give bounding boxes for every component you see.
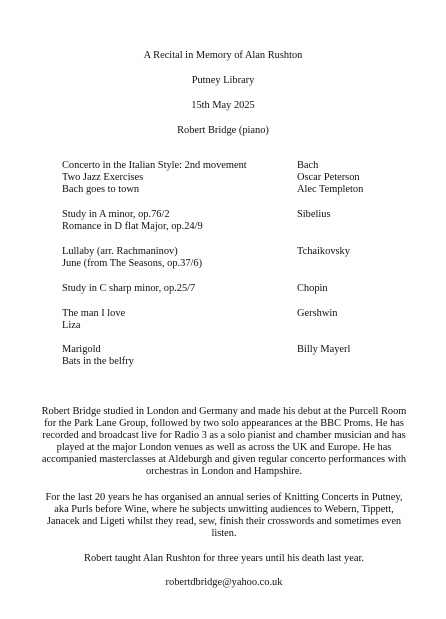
programme-row <box>62 209 402 221</box>
piece-title: Concerto in the Italian Style: 2nd movement <box>62 160 247 171</box>
programme-row <box>62 344 402 356</box>
knitting-concerts-paragraph <box>38 492 410 540</box>
programme-row <box>62 221 402 233</box>
composer-name: Sibelius <box>297 209 331 220</box>
biography-paragraph <box>38 406 410 478</box>
biography-text: Robert Bridge studied in London and Germany and made his debut at the Purcell Room for the Park Lane Group, followed by two solo appearances at the BBC Proms. He has recorded and broadcast live for Radio 3 as a solo pianist and chamber musician and has played at the major London venues as well as across the UK and Europe. He has accompanied masterclasses at Aldeburgh and given regular concerto performances with orchestras in London and Hampshire. <box>41 406 407 477</box>
piece-title: Bats in the belfry <box>62 356 134 367</box>
composer-name: Bach <box>297 160 319 171</box>
programme-group <box>62 344 402 368</box>
recital-title: A Recital in Memory of Alan Rushton <box>143 50 303 61</box>
piece-title: Two Jazz Exercises <box>62 172 144 183</box>
composer-name: Chopin <box>297 283 328 294</box>
composer-name: Billy Mayerl <box>297 344 351 355</box>
programme-row <box>62 356 402 368</box>
composer-name: Oscar Peterson <box>297 172 360 183</box>
date: 15th May 2025 <box>191 100 255 111</box>
programme-group <box>62 160 402 196</box>
programme-row <box>62 320 402 332</box>
performer: Robert Bridge (piano) <box>177 125 269 136</box>
programme-row <box>62 160 402 172</box>
programme-group <box>62 209 402 233</box>
piece-title: Romance in D flat Major, op.24/9 <box>62 221 203 232</box>
composer-name: Alec Templeton <box>297 184 364 195</box>
piece-title: Liza <box>62 320 81 331</box>
piece-title: The man I love <box>62 308 126 319</box>
contact-email[interactable] <box>38 577 410 589</box>
programme-group <box>62 283 402 295</box>
programme-row <box>62 258 402 270</box>
piece-title: Study in A minor, op.76/2 <box>62 209 170 220</box>
teaching-paragraph <box>38 553 410 565</box>
teaching-text: Robert taught Alan Rushton for three years until his death last year. <box>84 553 364 564</box>
piece-title: June (from The Seasons, op.37/6) <box>62 258 203 269</box>
piece-title: Marigold <box>62 344 101 355</box>
venue: Putney Library <box>191 75 255 86</box>
programme-row <box>62 283 402 295</box>
programme-group <box>62 308 402 332</box>
programme-group <box>62 246 402 270</box>
piece-title: Bach goes to town <box>62 184 140 195</box>
programme-row <box>62 184 402 196</box>
knitting-concerts-text: For the last 20 years he has organised an annual series of Knitting Concerts in Putney, aka Purls before Wine, where he subjects unwitting audiences to Webern, Tippett, Janacek and Ligeti whilst they read, sew, finish their crosswords and sometimes even listen. <box>45 492 403 539</box>
programme-row <box>62 246 402 258</box>
piece-title: Lullaby (arr. Rachmaninov) <box>62 246 178 257</box>
programme-row <box>62 308 402 320</box>
piece-title: Study in C sharp minor, op.25/7 <box>62 283 196 294</box>
programme-row <box>62 172 402 184</box>
email-address[interactable]: robertdbridge@yahoo.co.uk <box>165 577 283 588</box>
composer-name: Gershwin <box>297 308 338 319</box>
composer-name: Tchaikovsky <box>297 246 350 257</box>
